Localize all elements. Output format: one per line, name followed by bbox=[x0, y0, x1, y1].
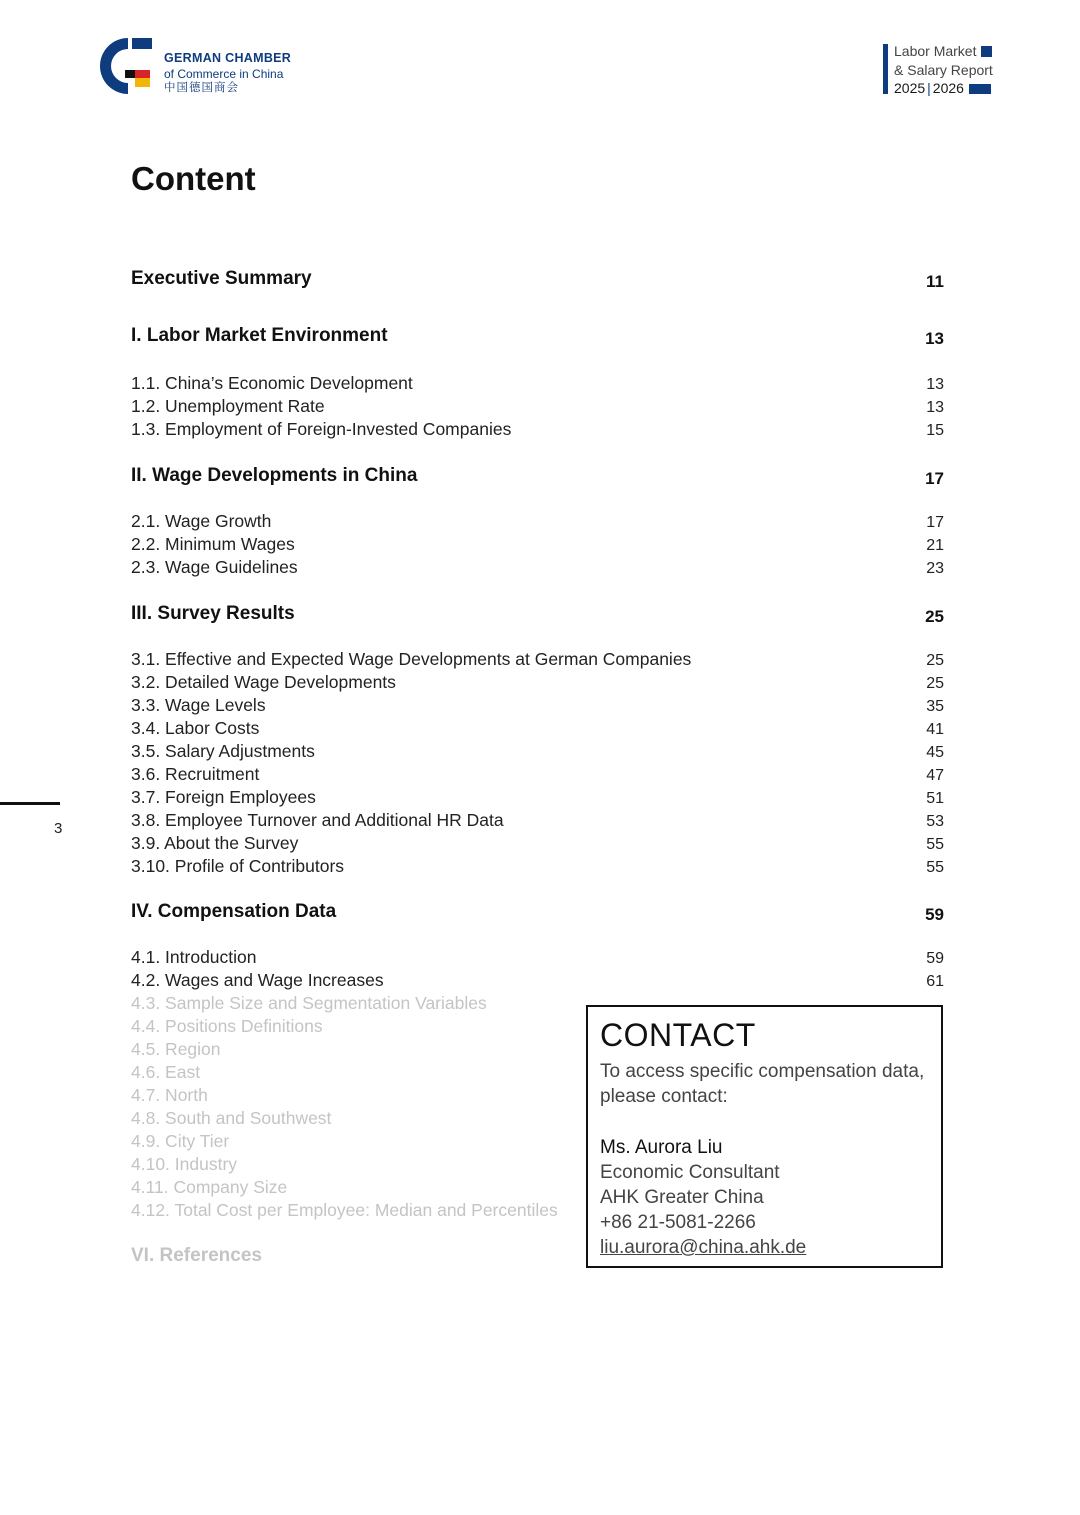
toc-item-label: 4.8. South and Southwest bbox=[131, 1108, 332, 1128]
page-number-rule bbox=[0, 802, 60, 805]
toc-item-page: 23 bbox=[926, 560, 944, 577]
toc-section-labor-market[interactable] bbox=[131, 325, 944, 349]
contact-email-link[interactable]: liu.aurora@china.ahk.de bbox=[600, 1237, 807, 1258]
toc-item-label: 3.8. Employee Turnover and Additional HR Data bbox=[131, 810, 504, 830]
toc-item[interactable] bbox=[131, 534, 944, 558]
toc-section-wage-developments[interactable] bbox=[131, 465, 944, 489]
toc-item-label: 3.1. Effective and Expected Wage Developments at German Companies bbox=[131, 649, 692, 669]
toc-item-label: 3.7. Foreign Employees bbox=[131, 787, 316, 807]
toc-item-label: 4.3. Sample Size and Segmentation Variables bbox=[131, 993, 487, 1013]
toc-item[interactable] bbox=[131, 511, 944, 535]
toc-item-page: 41 bbox=[926, 721, 944, 738]
toc-section-label: II. Wage Developments in China bbox=[131, 465, 418, 486]
toc-item[interactable] bbox=[131, 970, 944, 994]
toc-item-page: 15 bbox=[926, 422, 944, 439]
toc-item-label: 4.12. Total Cost per Employee: Median and Percentiles bbox=[131, 1200, 558, 1220]
toc-item-label: 3.4. Labor Costs bbox=[131, 718, 260, 738]
toc-item-page: 13 bbox=[926, 399, 944, 416]
toc-section-page: 17 bbox=[925, 469, 944, 488]
toc-item-label: 4.1. Introduction bbox=[131, 947, 257, 967]
toc-item[interactable] bbox=[131, 787, 944, 811]
toc-item-label: 3.10. Profile of Contributors bbox=[131, 856, 345, 876]
toc-item[interactable] bbox=[131, 764, 944, 788]
toc-item-label: 2.2. Minimum Wages bbox=[131, 534, 295, 554]
toc-item-label: 2.1. Wage Growth bbox=[131, 511, 272, 531]
toc-item-label: 3.2. Detailed Wage Developments bbox=[131, 672, 396, 692]
chamber-logo bbox=[98, 36, 308, 100]
toc-item-label: 4.4. Positions Definitions bbox=[131, 1016, 323, 1036]
toc-section-page: 25 bbox=[925, 607, 944, 626]
square-icon bbox=[981, 46, 992, 57]
toc-item[interactable] bbox=[131, 741, 944, 765]
report-label: Labor Market & Salary Report 2025 | 2026 bbox=[883, 42, 998, 96]
toc-section-label: I. Labor Market Environment bbox=[131, 325, 388, 346]
chamber-logo-text bbox=[164, 52, 291, 94]
logo-subtitle: of Commerce in China bbox=[164, 66, 284, 81]
toc-item-label: 4.5. Region bbox=[131, 1039, 221, 1059]
toc-item-page: 45 bbox=[926, 744, 944, 761]
report-year-end: 2026 bbox=[932, 80, 964, 96]
toc-item[interactable] bbox=[131, 947, 944, 971]
toc-section-page: 59 bbox=[925, 905, 944, 924]
toc-item-label: 3.9. About the Survey bbox=[131, 833, 299, 853]
toc-section-survey-results[interactable] bbox=[131, 603, 944, 627]
chamber-logo-mark bbox=[98, 36, 156, 96]
toc-item-label: 3.5. Salary Adjustments bbox=[131, 741, 315, 761]
toc-item-page: 55 bbox=[926, 836, 944, 853]
page-title: Content bbox=[131, 160, 256, 197]
report-title-line2: & Salary Report bbox=[894, 61, 993, 78]
report-label-bar bbox=[883, 44, 888, 94]
toc-section-label: Executive Summary bbox=[131, 268, 312, 289]
logo-chinese-name: 中国德国商会 bbox=[164, 81, 239, 94]
rectangle-icon bbox=[969, 84, 991, 94]
page-number: 3 bbox=[54, 820, 63, 837]
toc-item-label: 4.11. Company Size bbox=[131, 1177, 288, 1197]
toc-item-label: 1.2. Unemployment Rate bbox=[131, 396, 325, 416]
toc-item-label: 4.10. Industry bbox=[131, 1154, 238, 1174]
toc-item-label: 2.3. Wage Guidelines bbox=[131, 557, 298, 577]
toc-item[interactable] bbox=[131, 856, 944, 880]
toc-item[interactable] bbox=[131, 557, 944, 581]
toc-item-page: 21 bbox=[926, 537, 944, 554]
contact-box bbox=[586, 1005, 943, 1268]
toc-item-page: 47 bbox=[926, 767, 944, 784]
toc-item-label: 3.3. Wage Levels bbox=[131, 695, 266, 715]
toc-item[interactable] bbox=[131, 833, 944, 857]
toc-item-page: 25 bbox=[926, 652, 944, 669]
toc-item-page: 17 bbox=[926, 514, 944, 531]
contact-phone[interactable]: +86 21-5081-2266 bbox=[600, 1212, 756, 1233]
toc-section-label: VI. References bbox=[131, 1245, 262, 1266]
toc-item[interactable] bbox=[131, 718, 944, 742]
toc-item[interactable] bbox=[131, 373, 944, 397]
toc-item-page: 13 bbox=[926, 376, 944, 393]
toc-item-page: 59 bbox=[926, 950, 944, 967]
toc-item-label: 4.2. Wages and Wage Increases bbox=[131, 970, 384, 990]
toc-section-executive-summary[interactable] bbox=[131, 268, 944, 292]
toc-section-page: 13 bbox=[925, 329, 944, 348]
contact-title: CONTACT bbox=[600, 1017, 756, 1053]
report-year-start: 2025 bbox=[894, 80, 926, 96]
toc-item-page: 61 bbox=[926, 973, 944, 990]
toc-item-page: 55 bbox=[926, 859, 944, 876]
toc-item-page: 51 bbox=[926, 790, 944, 807]
toc-section-compensation-data[interactable] bbox=[131, 901, 944, 925]
toc-item-page: 25 bbox=[926, 675, 944, 692]
toc-item-label: 1.3. Employment of Foreign-Invested Companies bbox=[131, 419, 512, 439]
toc-item[interactable] bbox=[131, 810, 944, 834]
toc-item-label: 3.6. Recruitment bbox=[131, 764, 260, 784]
toc-section-page: 11 bbox=[926, 272, 944, 291]
contact-role: Economic Consultant bbox=[600, 1162, 780, 1183]
report-title-line1: Labor Market bbox=[894, 43, 977, 59]
toc-item-page: 35 bbox=[926, 698, 944, 715]
toc-item[interactable] bbox=[131, 672, 944, 696]
contact-organization: AHK Greater China bbox=[600, 1187, 764, 1208]
toc-item-label: 1.1. China’s Economic Development bbox=[131, 373, 413, 393]
toc-section-label: IV. Compensation Data bbox=[131, 901, 337, 922]
toc-item-label: 4.9. City Tier bbox=[131, 1131, 230, 1151]
logo-name: GERMAN CHAMBER bbox=[164, 51, 292, 65]
toc-item[interactable] bbox=[131, 695, 944, 719]
toc-item-label: 4.6. East bbox=[131, 1062, 201, 1082]
toc-item[interactable] bbox=[131, 419, 944, 443]
contact-name: Ms. Aurora Liu bbox=[600, 1137, 723, 1158]
toc-section-label: III. Survey Results bbox=[131, 603, 295, 624]
toc-item-label: 4.7. North bbox=[131, 1085, 208, 1105]
toc-item[interactable] bbox=[131, 649, 944, 673]
toc-item-page: 53 bbox=[926, 813, 944, 830]
contact-intro: To access specific compensation data, please contact: bbox=[600, 1061, 925, 1107]
toc-item[interactable] bbox=[131, 396, 944, 420]
